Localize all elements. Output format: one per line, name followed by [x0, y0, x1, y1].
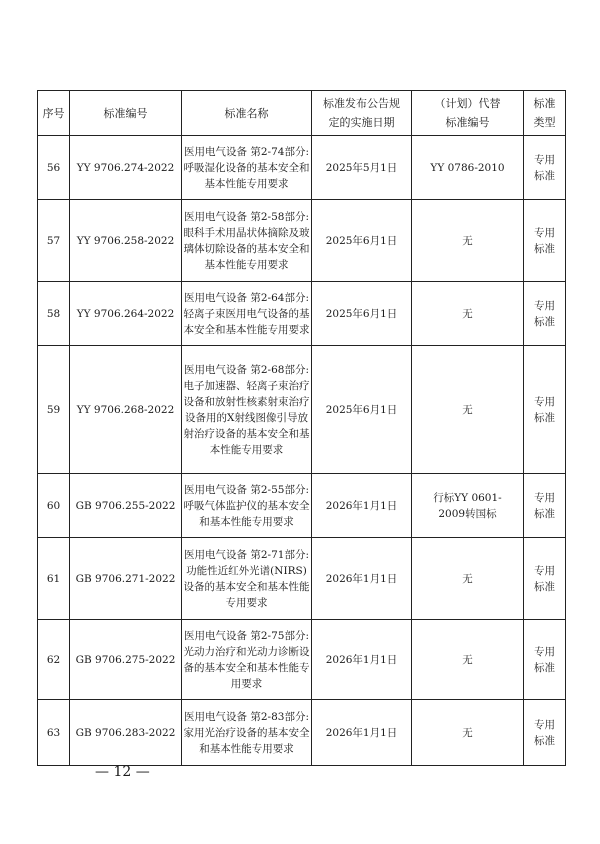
row-code: GB 9706.271-2022 — [70, 538, 182, 620]
row-replace: 无 — [412, 700, 524, 766]
row-name: 医用电气设备 第2-83部分:家用光治疗设备的基本安全和基本性能专用要求 — [182, 700, 312, 766]
row-date: 2026年1月1日 — [312, 474, 412, 538]
header-type: 标准类型 — [524, 91, 566, 136]
header-replace: （计划）代替标准编号 — [412, 91, 524, 136]
row-seq: 61 — [38, 538, 70, 620]
header-seq: 序号 — [38, 91, 70, 136]
row-seq: 57 — [38, 200, 70, 282]
table-row — [38, 538, 566, 620]
row-type: 专用标准 — [524, 346, 566, 474]
row-name: 医用电气设备 第2-68部分:电子加速器、轻离子束治疗设备和放射性核素射束治疗设备用的X射线图像引导放射治疗设备的基本安全和基本性能专用要求 — [182, 346, 312, 474]
row-type: 专用标准 — [524, 200, 566, 282]
row-type: 专用标准 — [524, 474, 566, 538]
row-seq: 59 — [38, 346, 70, 474]
row-date: 2026年1月1日 — [312, 538, 412, 620]
row-type: 专用标准 — [524, 538, 566, 620]
row-replace: 无 — [412, 346, 524, 474]
row-name: 医用电气设备 第2-58部分:眼科手术用晶状体摘除及玻璃体切除设备的基本安全和基本性能专用要求 — [182, 200, 312, 282]
page-number: — 12 — — [95, 764, 150, 780]
row-code: YY 9706.268-2022 — [70, 346, 182, 474]
row-seq: 58 — [38, 282, 70, 346]
row-type: 专用标准 — [524, 700, 566, 766]
row-name: 医用电气设备 第2-64部分:轻离子束医用电气设备的基本安全和基本性能专用要求 — [182, 282, 312, 346]
row-date: 2026年1月1日 — [312, 700, 412, 766]
row-replace: 无 — [412, 200, 524, 282]
header-code: 标准编号 — [70, 91, 182, 136]
row-replace: 无 — [412, 538, 524, 620]
row-code: GB 9706.283-2022 — [70, 700, 182, 766]
table-row — [38, 700, 566, 766]
table-row — [38, 282, 566, 346]
row-date: 2025年6月1日 — [312, 200, 412, 282]
table-row — [38, 620, 566, 700]
row-name: 医用电气设备 第2-55部分:呼吸气体监护仪的基本安全和基本性能专用要求 — [182, 474, 312, 538]
table-row — [38, 346, 566, 474]
standards-table — [37, 90, 566, 766]
row-code: YY 9706.264-2022 — [70, 282, 182, 346]
row-date: 2025年6月1日 — [312, 282, 412, 346]
row-replace: 无 — [412, 282, 524, 346]
row-code: GB 9706.275-2022 — [70, 620, 182, 700]
row-replace: YY 0786-2010 — [412, 136, 524, 200]
header-date: 标准发布公告规定的实施日期 — [312, 91, 412, 136]
header-row — [38, 91, 566, 136]
header-name: 标准名称 — [182, 91, 312, 136]
row-seq: 60 — [38, 474, 70, 538]
row-seq: 62 — [38, 620, 70, 700]
table-row — [38, 200, 566, 282]
row-type: 专用标准 — [524, 620, 566, 700]
row-type: 专用标准 — [524, 136, 566, 200]
table-row — [38, 474, 566, 538]
row-code: YY 9706.258-2022 — [70, 200, 182, 282]
row-date: 2025年5月1日 — [312, 136, 412, 200]
row-name: 医用电气设备 第2-74部分:呼吸湿化设备的基本安全和基本性能专用要求 — [182, 136, 312, 200]
row-seq: 63 — [38, 700, 70, 766]
row-name: 医用电气设备 第2-71部分:功能性近红外光谱(NIRS)设备的基本安全和基本性能专用要求 — [182, 538, 312, 620]
row-type: 专用标准 — [524, 282, 566, 346]
row-name: 医用电气设备 第2-75部分:光动力治疗和光动力诊断设备的基本安全和基本性能专用要求 — [182, 620, 312, 700]
table-row — [38, 136, 566, 200]
row-date: 2025年6月1日 — [312, 346, 412, 474]
row-date: 2026年1月1日 — [312, 620, 412, 700]
row-code: GB 9706.255-2022 — [70, 474, 182, 538]
row-code: YY 9706.274-2022 — [70, 136, 182, 200]
row-replace: 行标YY 0601-2009转国标 — [412, 474, 524, 538]
row-replace: 无 — [412, 620, 524, 700]
row-seq: 56 — [38, 136, 70, 200]
